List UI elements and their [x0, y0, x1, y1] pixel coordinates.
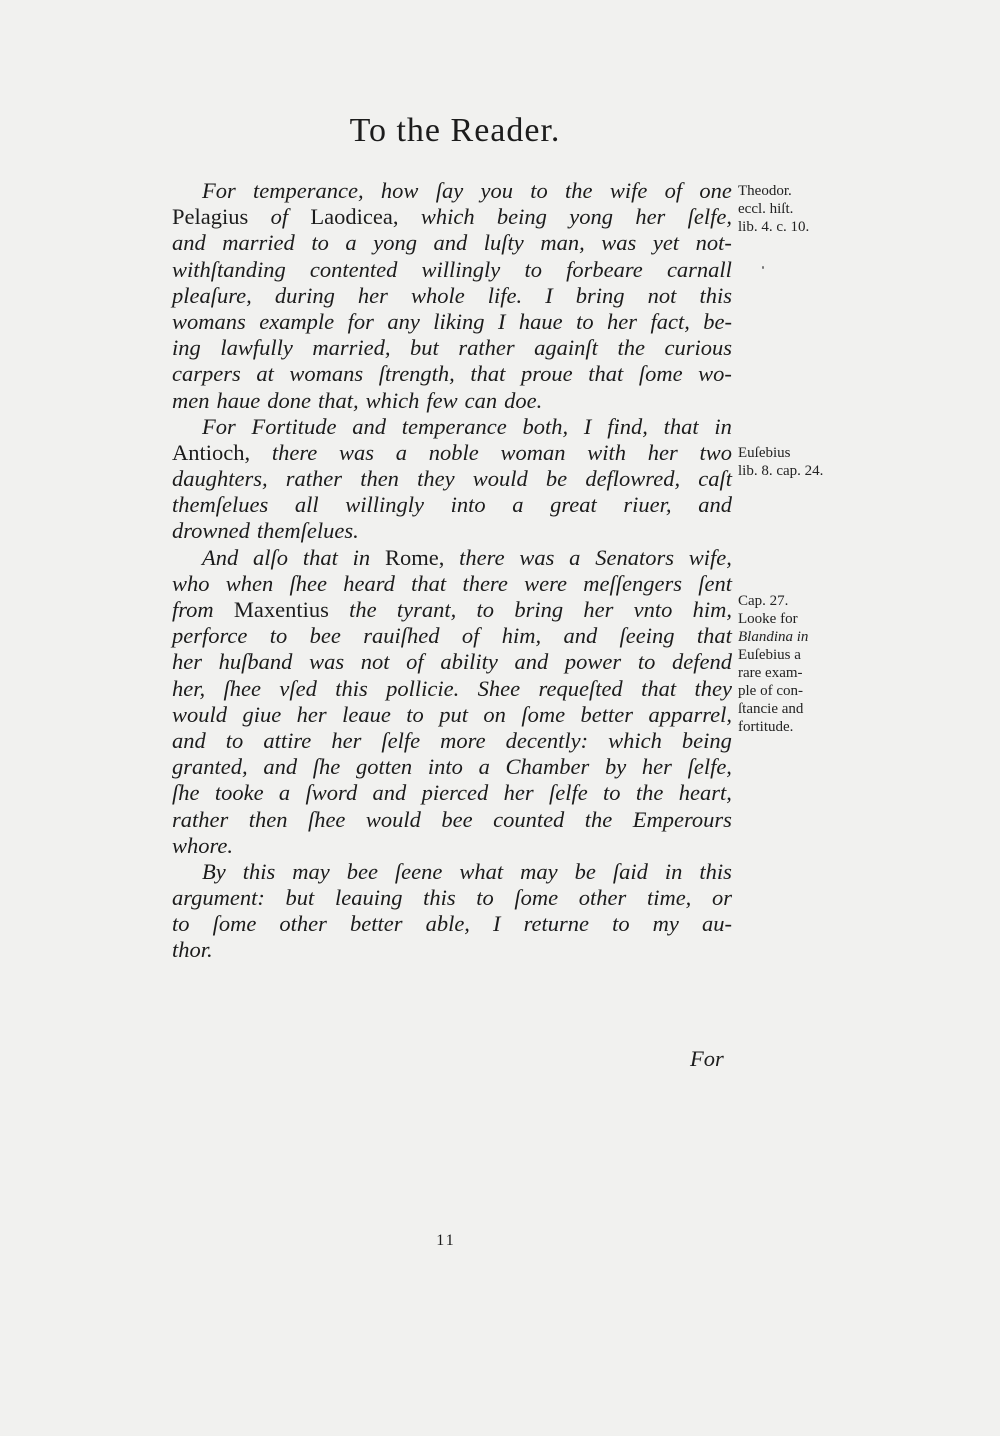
text-line: And alſo that in Rome, there was a Senators wife, — [202, 544, 732, 570]
margin-note-eusebius — [738, 444, 823, 480]
text-line: ing lawfully married, but rather againſt the curious — [172, 335, 732, 361]
text-line: who when ſhee heard that there were meſſengers ſent — [172, 570, 732, 596]
text-line: ſhe tooke a ſword and pierced her ſelfe to the heart, — [172, 780, 732, 806]
text-line: daughters, rather then they would be deflowred, caſt — [172, 466, 732, 492]
text-line: and to attire her ſelfe more decently: which being — [172, 727, 732, 753]
text-line: drowned themſelues. — [172, 518, 359, 544]
text-line: her huſband was not of ability and power to defend — [172, 649, 732, 675]
text-line: thor. — [172, 937, 213, 963]
margin-note-line: lib. 8. cap. 24. — [738, 463, 824, 479]
text-line: For temperance, how ſay you to the wife of one — [202, 178, 732, 203]
text-line: from Maxentius the tyrant, to bring her vnto him, — [172, 597, 732, 622]
margin-note-line: Blandina in — [738, 629, 809, 645]
paragraph — [172, 859, 732, 964]
margin-note-line: Theodor. — [738, 183, 792, 199]
text-line: to ſome other better able, I returne to my au- — [172, 911, 732, 937]
margin-note-line: Euſebius — [738, 445, 791, 461]
text-line: whore. — [172, 832, 234, 858]
margin-note-theodoret — [738, 182, 809, 236]
text-line: For Fortitude and temperance both, I find, that in — [202, 413, 732, 439]
margin-note-line: eccl. hiſt. — [738, 201, 794, 217]
paragraph — [172, 178, 732, 414]
text-line: granted, and ſhe gotten into a Chamber by her ſelfe, — [172, 754, 732, 780]
margin-note-line: lib. 4. c. 10. — [738, 219, 810, 235]
body-text — [172, 178, 732, 964]
text-line: men haue done that, which few can doe. — [172, 387, 543, 413]
text-line: rather then ſhee would bee counted the Emperours — [172, 806, 732, 832]
text-line: pleaſure, during her whole life. I bring not this — [172, 282, 732, 308]
catchword: For — [690, 1046, 724, 1071]
paragraph — [172, 414, 732, 545]
text-line: withſtanding contented willingly to forbeare carnall — [172, 256, 732, 282]
margin-note-line: Euſebius a — [738, 647, 801, 663]
text-line: argument: but leauing this to ſome other time, or — [172, 885, 732, 911]
text-line: carpers at womans ſtrength, that proue that ſome wo- — [172, 361, 732, 387]
text-line: themſelues all willingly into a great riuer, and — [172, 492, 732, 518]
margin-note-line: Looke for — [738, 611, 798, 627]
paper-speck — [762, 266, 764, 269]
text-line: Pelagius of Laodicea, which being yong her ſelfe, — [172, 204, 732, 230]
margin-note-line: fortitude. — [738, 719, 794, 735]
text-line: her, ſhee vſed this pollicie. Shee requeſted that they — [172, 675, 732, 701]
margin-note-line: ple of con- — [738, 683, 803, 699]
text-line: and married to a yong and luſty man, was yet not- — [172, 230, 732, 256]
margin-note-blandina — [738, 592, 808, 736]
text-line: perforce to bee rauiſhed of him, and ſeeing that — [172, 623, 732, 649]
text-line: Antioch, there was a noble woman with her two — [172, 439, 732, 465]
margin-note-line: rare exam- — [738, 665, 803, 681]
margin-note-line: ſtancie and — [738, 701, 804, 717]
text-line: would giue her leaue to put on ſome better apparrel, — [172, 701, 732, 727]
margin-note-line: Cap. 27. — [738, 593, 789, 609]
text-line: womans example for any liking I haue to her fact, be- — [172, 308, 732, 334]
page-number: 11 — [436, 1232, 456, 1249]
paragraph — [172, 545, 732, 859]
text-line: By this may bee ſeene what may be ſaid in this — [202, 858, 732, 884]
page-title: To the Reader. — [349, 112, 561, 149]
